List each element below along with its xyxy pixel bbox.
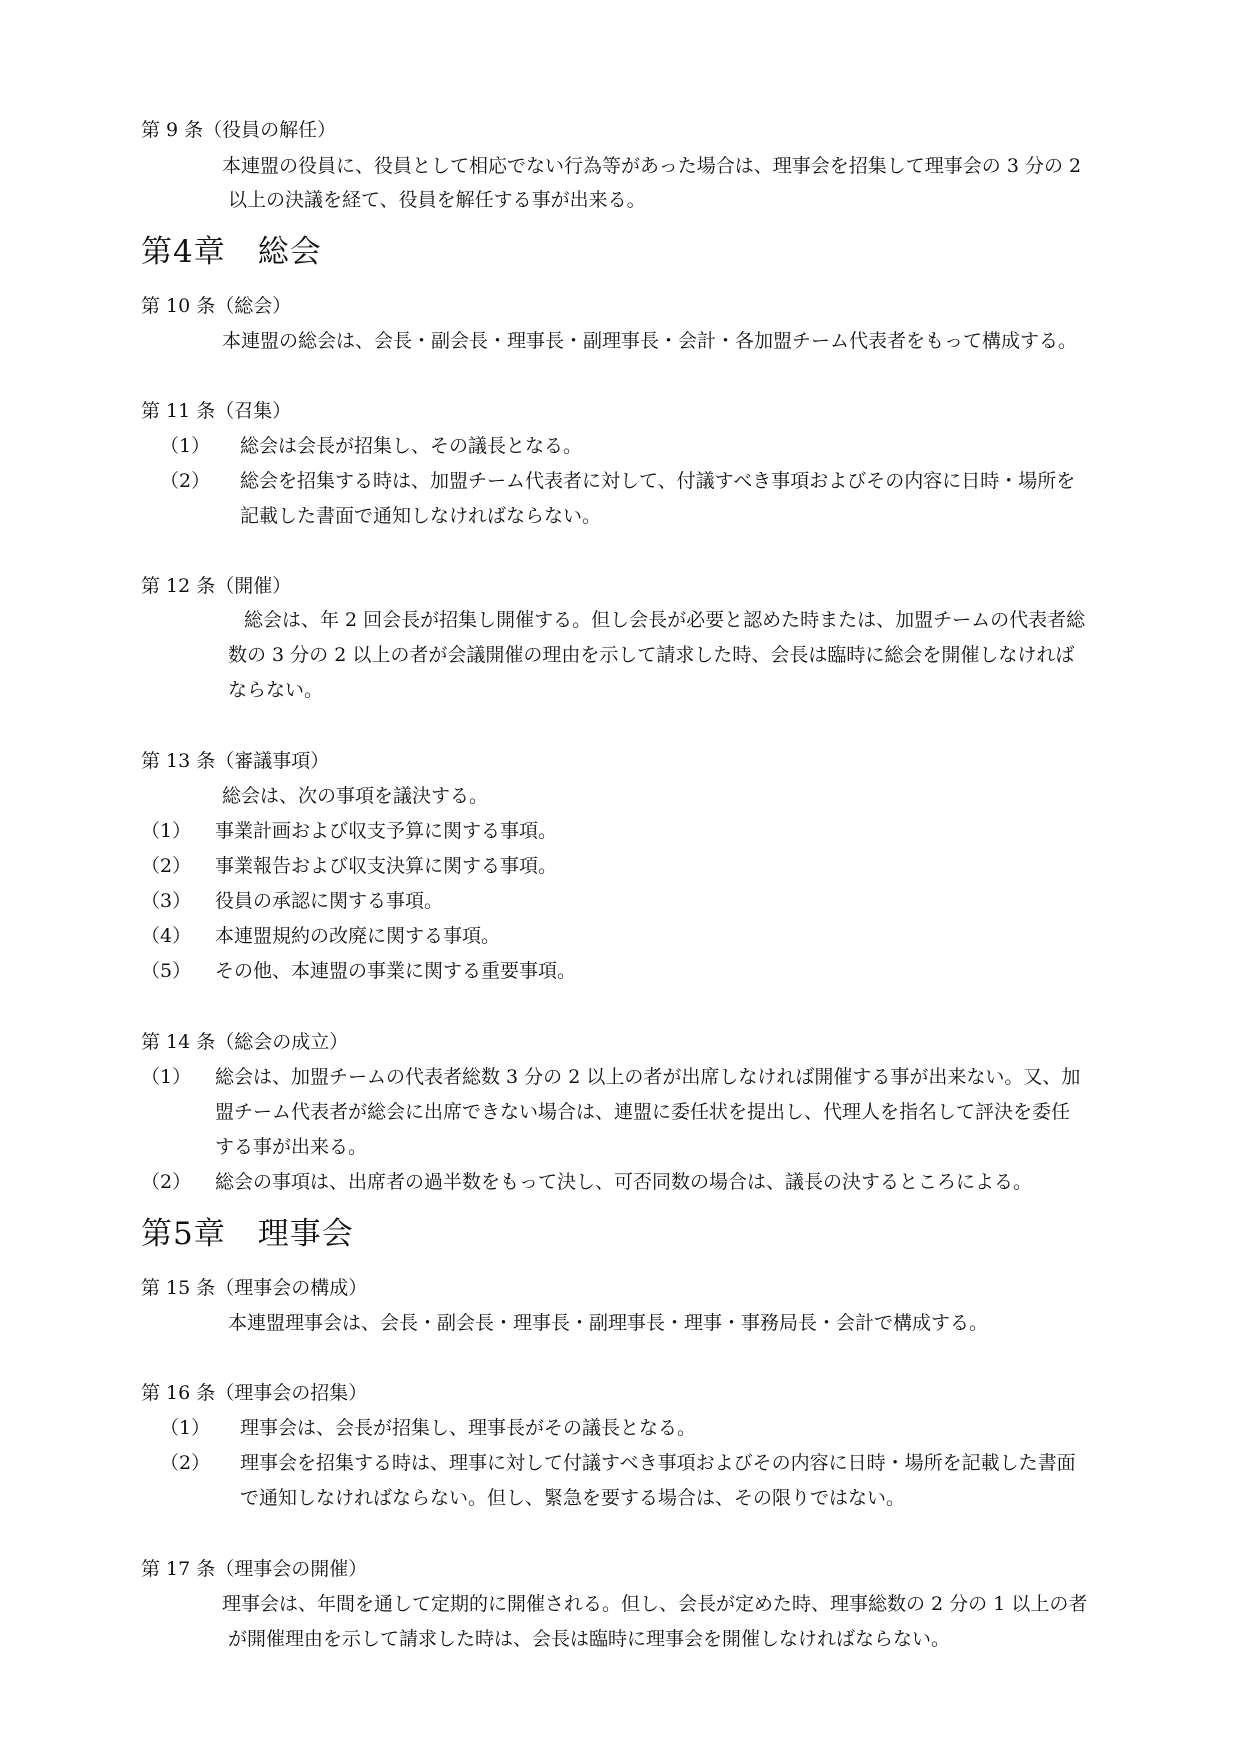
article-14-item-2-text: 総会の事項は、出席者の過半数をもって決し、可否同数の場合は、議長の決するところによる。 (215, 1171, 1033, 1193)
article-13-item-2-number: （2） (141, 855, 192, 877)
article-17-heading: 第 17 条（理事会の開催） (141, 1558, 368, 1580)
article-16-item-2-text-line-2: で通知しなければならない。但し、緊急を要する場合は、その限りではない。 (240, 1487, 906, 1509)
article-15-text-line-1: 本連盟理事会は、会長・副会長・理事長・副理事長・理事・事務局長・会計で構成する。 (228, 1312, 989, 1334)
article-14-item-1-text-line-1: 総会は、加盟チームの代表者総数 3 分の 2 以上の者が出席しなければ開催する事が出来ない。又、加 (215, 1066, 1081, 1088)
article-11-item-2-number: （2） (160, 470, 211, 492)
article-11-item-1-text: 総会は会長が招集し、その議長となる。 (240, 435, 583, 457)
article-13-item-1-number: （1） (141, 820, 192, 842)
article-14-item-1-text-line-2: 盟チーム代表者が総会に出席できない場合は、連盟に委任状を提出し、代理人を指名して評決を委任 (215, 1101, 1071, 1123)
article-14-item-2-number: （2） (141, 1171, 192, 1193)
article-13-intro: 総会は、次の事項を議決する。 (222, 785, 489, 807)
article-9-text-line-1: 本連盟の役員に、役員として相応でない行為等があった場合は、理事会を招集して理事会の 3 分の 2 (222, 155, 1082, 177)
article-13-item-4-number: （4） (141, 925, 192, 947)
article-13-item-3-number: （3） (141, 890, 192, 912)
article-16-item-1-text: 理事会は、会長が招集し、理事長がその議長となる。 (240, 1417, 697, 1439)
article-14-item-1-number: （1） (141, 1066, 192, 1088)
article-13-item-2-text: 事業報告および収支決算に関する事項。 (215, 855, 558, 877)
article-15-heading: 第 15 条（理事会の構成） (141, 1277, 368, 1299)
chapter-4-title: 第4章 総会 (141, 234, 322, 270)
article-9-heading: 第 9 条（役員の解任） (141, 119, 337, 141)
article-13-heading: 第 13 条（審議事項） (141, 750, 330, 772)
article-14-heading: 第 14 条（総会の成立） (141, 1031, 349, 1053)
article-16-item-1-number: （1） (160, 1417, 211, 1439)
article-16-heading: 第 16 条（理事会の招集） (141, 1382, 368, 1404)
article-14-item-1-text-line-3: する事が出来る。 (215, 1136, 368, 1158)
article-13-item-4-text: 本連盟規約の改廃に関する事項。 (215, 925, 501, 947)
article-17-text-line-2: が開催理由を示して請求した時は、会長は臨時に理事会を開催しなければならない。 (228, 1628, 951, 1650)
article-11-heading: 第 11 条（召集） (141, 400, 292, 422)
chapter-5-title: 第5章 理事会 (141, 1216, 354, 1252)
article-11-item-2-text-line-2: 記載した書面で通知しなければならない。 (240, 505, 602, 527)
article-16-item-2-text-line-1: 理事会を招集する時は、理事に対して付議すべき事項およびその内容に日時・場所を記載した書面 (240, 1452, 1076, 1474)
article-16-item-2-number: （2） (160, 1452, 211, 1474)
article-11-item-1-number: （1） (160, 435, 211, 457)
article-11-item-2-text-line-1: 総会を招集する時は、加盟チーム代表者に対して、付議すべき事項およびその内容に日時・場所を (240, 470, 1076, 492)
article-13-item-5-text: その他、本連盟の事業に関する重要事項。 (215, 960, 577, 982)
article-10-text-line-1: 本連盟の総会は、会長・副会長・理事長・副理事長・会計・各加盟チーム代表者をもって構成する。 (222, 330, 1078, 352)
article-13-item-1-text: 事業計画および収支予算に関する事項。 (215, 820, 558, 842)
article-12-text-line-3: ならない。 (228, 679, 324, 701)
article-10-heading: 第 10 条（総会） (141, 295, 292, 317)
article-13-item-5-number: （5） (141, 960, 192, 982)
article-12-text-line-1: 総会は、年 2 回会長が招集し開催する。但し会長が必要と認めた時または、加盟チームの代表者総 (244, 609, 1086, 631)
article-12-text-line-2: 数の 3 分の 2 以上の者が会議開催の理由を示して請求した時、会長は臨時に総会を開催しなければ (228, 644, 1075, 666)
article-12-heading: 第 12 条（開催） (141, 575, 292, 597)
article-17-text-line-1: 理事会は、年間を通して定期的に開催される。但し、会長が定めた時、理事総数の 2 分の 1 以上の者 (222, 1593, 1088, 1615)
article-9-text-line-2: 以上の決議を経て、役員を解任する事が出来る。 (228, 189, 646, 211)
article-13-item-3-text: 役員の承認に関する事項。 (215, 890, 444, 912)
